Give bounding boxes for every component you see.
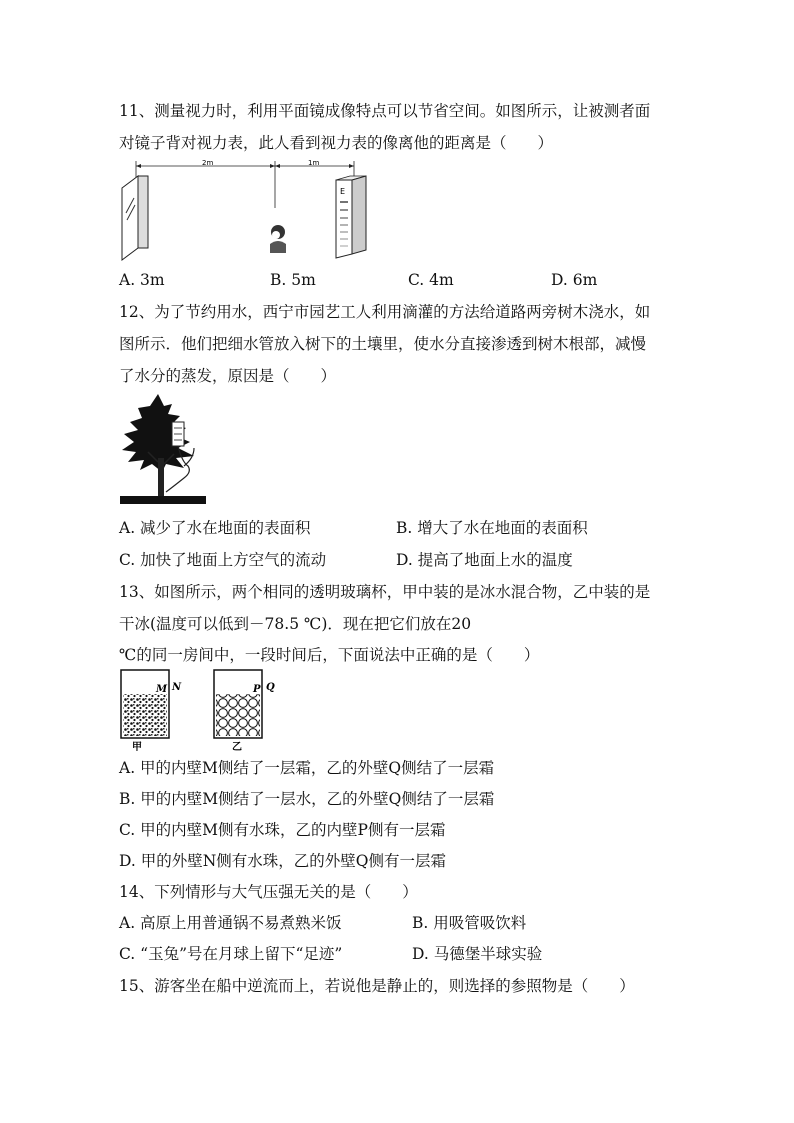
q14-option-d[interactable]: D. 马德堡半球实验	[412, 945, 543, 963]
label-q: Q	[266, 682, 275, 693]
q14-option-c[interactable]: C. “玉兔”号在月球上留下“足迹”	[119, 945, 343, 963]
q12-option-c[interactable]: C. 加快了地面上方空气的流动	[119, 551, 327, 569]
q15-text-line-1: 15、游客坐在船中逆流而上，若说他是静止的，则选择的参照物是（ ）	[119, 977, 635, 995]
glass-cups-figure	[118, 668, 288, 756]
q14-option-b[interactable]: B. 用吸管吸饮料	[412, 914, 527, 932]
q13-option-a[interactable]: A. 甲的内壁M侧结了一层霜，乙的外壁Q侧结了一层霜	[119, 759, 495, 777]
q11-text-line-2: 对镜子背对视力表，此人看到视力表的像离他的距离是（ ）	[119, 134, 554, 152]
distance-label-2m: 2m	[202, 159, 214, 167]
q12-text-line-1: 12、为了节约用水，西宁市园艺工人利用滴灌的方法给道路两旁树木浇水，如	[119, 303, 651, 321]
tree-drip-irrigation-figure	[118, 392, 208, 508]
q11-option-c[interactable]: C. 4m	[408, 271, 454, 289]
q13-option-c[interactable]: C. 甲的内壁M侧有水珠，乙的内壁P侧有一层霜	[119, 821, 446, 839]
label-n: N	[172, 682, 182, 693]
cup-a-label: 甲	[132, 742, 142, 753]
q11-option-d[interactable]: D. 6m	[551, 271, 598, 289]
q13-text-line-3: ℃的同一房间中，一段时间后，下面说法中正确的是（ ）	[119, 646, 540, 664]
q11-text-line-1: 11、测量视力时，利用平面镜成像特点可以节省空间。如图所示，让被测者面	[119, 102, 651, 120]
q13-text-line-2: 干冰(温度可以低到－78.5 ℃)．现在把它们放在20	[119, 615, 472, 633]
cup-a-ice-water	[121, 670, 182, 753]
person-icon	[270, 225, 286, 253]
q14-option-a[interactable]: A. 高原上用普通锅不易煮熟米饭	[119, 914, 342, 932]
distance-label-1m: 1m	[308, 159, 320, 167]
cup-b-label: 乙	[232, 742, 242, 753]
label-p: P	[253, 684, 261, 695]
q11-option-a[interactable]: A. 3m	[119, 271, 165, 289]
q11-option-b[interactable]: B. 5m	[270, 271, 316, 289]
q12-option-d[interactable]: D. 提高了地面上水的温度	[396, 551, 573, 569]
q12-text-line-2: 图所示．他们把细水管放入树下的土壤里，使水分直接渗透到树木根部，减慢	[119, 335, 647, 353]
mirror-icon	[122, 176, 148, 260]
q12-text-line-3: 了水分的蒸发，原因是（ ）	[119, 367, 337, 385]
eye-chart-icon	[336, 176, 366, 258]
q13-option-b[interactable]: B. 甲的内壁M侧结了一层水，乙的外壁Q侧结了一层霜	[119, 790, 495, 808]
label-m: M	[156, 684, 168, 695]
q13-option-d[interactable]: D. 甲的外壁N侧有水珠，乙的外壁Q侧有一层霜	[119, 852, 446, 870]
mirror-eye-chart-figure	[118, 158, 368, 263]
ground	[120, 496, 206, 504]
q12-option-b[interactable]: B. 增大了水在地面的表面积	[396, 519, 588, 537]
q13-text-line-1: 13、如图所示，两个相同的透明玻璃杯，甲中装的是冰水混合物，乙中装的是	[119, 583, 651, 601]
q12-option-a[interactable]: A. 减少了水在地面的表面积	[119, 519, 311, 537]
cup-b-dry-ice	[214, 670, 275, 753]
svg-text:E: E	[340, 187, 346, 196]
q14-text-line-1: 14、下列情形与大气压强无关的是（ ）	[119, 883, 418, 901]
